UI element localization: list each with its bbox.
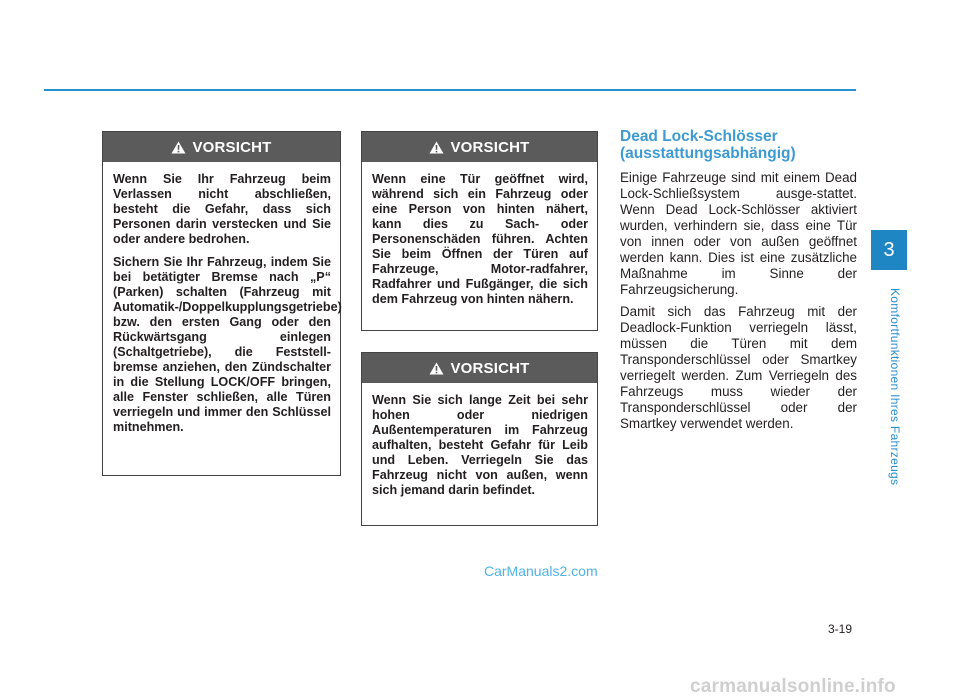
warning-header-label: VORSICHT xyxy=(192,138,272,156)
watermark-link[interactable]: CarManuals2.com xyxy=(484,563,598,579)
warning-paragraph: Sichern Sie Ihr Fahrzeug, indem Sie bei betätigter Bremse nach „P“ (Parken) schalten (Fahrzeug mit Automatik-/Doppelkupplungsgetriebe) bzw. den ersten Gang oder den Rückwärtsgang einlegen (Schaltgetriebe), die Feststell-bremse anziehen, den Zündschalter in die Stellung LOCK/OFF bringen, alle Fenster schließen, alle Türen verriegeln und immer den Schlüssel mitnehmen. xyxy=(113,255,342,434)
header-rule xyxy=(44,89,856,91)
warning-text xyxy=(103,162,340,443)
warning-box-2 xyxy=(361,131,598,331)
section-heading: Dead Lock-Schlösser (ausstattungsabhängig) xyxy=(620,128,796,162)
warning-text xyxy=(362,383,597,506)
warning-header-label: VORSICHT xyxy=(450,138,530,156)
warning-header xyxy=(362,132,597,162)
warning-header-label: VORSICHT xyxy=(450,359,530,377)
footer-watermark: carmanualsonline.info xyxy=(690,676,896,697)
warning-paragraph: Wenn Sie Ihr Fahrzeug beim Verlassen nicht abschließen, besteht die Gefahr, dass sich Personen darin verstecken und Sie oder andere bedrohen. xyxy=(113,172,331,246)
warning-paragraph: Wenn Sie sich lange Zeit bei sehr hohen oder niedrigen Außentemperaturen im Fahrzeug aufhalten, besteht Gefahr für Leib und Leben. Verriegeln Sie das Fahrzeug nicht von außen, wenn sich jemand darin befindet. xyxy=(372,393,588,497)
page-number: 3-19 xyxy=(828,622,853,636)
warning-triangle-icon xyxy=(429,141,444,154)
section-paragraph: Damit sich das Fahrzeug mit der Deadlock-Funktion verriegeln lässt, müssen die Türen mit dem Transponderschlüssel oder Smartkey verriegelt werden. Zum Verriegeln des Fahrzeugs muss wieder der Transponderschlüssel oder der Smartkey verwendet werden. xyxy=(620,304,857,431)
chapter-title: Komfortfunktionen Ihres Fahrzeugs xyxy=(888,288,902,486)
warning-triangle-icon xyxy=(429,362,444,375)
section-paragraph: Einige Fahrzeuge sind mit einem Dead Lock-Schließsystem ausge-stattet. Wenn Dead Lock-Schlösser aktiviert wurden, verhindern sie, dass eine Tür von innen oder von außen geöffnet werden kann. Dies ist eine zusätzliche Maßnahme im Sinne der Fahrzeugsicherung. xyxy=(620,170,857,297)
warning-triangle-icon xyxy=(171,141,186,154)
warning-paragraph: Wenn eine Tür geöffnet wird, während sich ein Fahrzeug oder eine Person von hinten nähert, kann dies zu Sach- oder Personenschäden führen. Achten Sie beim Öffnen der Türen auf Fahrzeuge, Motor-radfahrer, Radfahrer und Fußgänger, die sich dem Fahrzeug von hinten nähern. xyxy=(372,172,588,306)
warning-box-1 xyxy=(102,131,341,476)
chapter-number-tab: 3 xyxy=(871,230,907,270)
section-text xyxy=(620,170,857,438)
warning-box-3 xyxy=(361,352,598,526)
warning-text xyxy=(362,162,597,315)
warning-header xyxy=(362,353,597,383)
warning-header xyxy=(103,132,340,162)
